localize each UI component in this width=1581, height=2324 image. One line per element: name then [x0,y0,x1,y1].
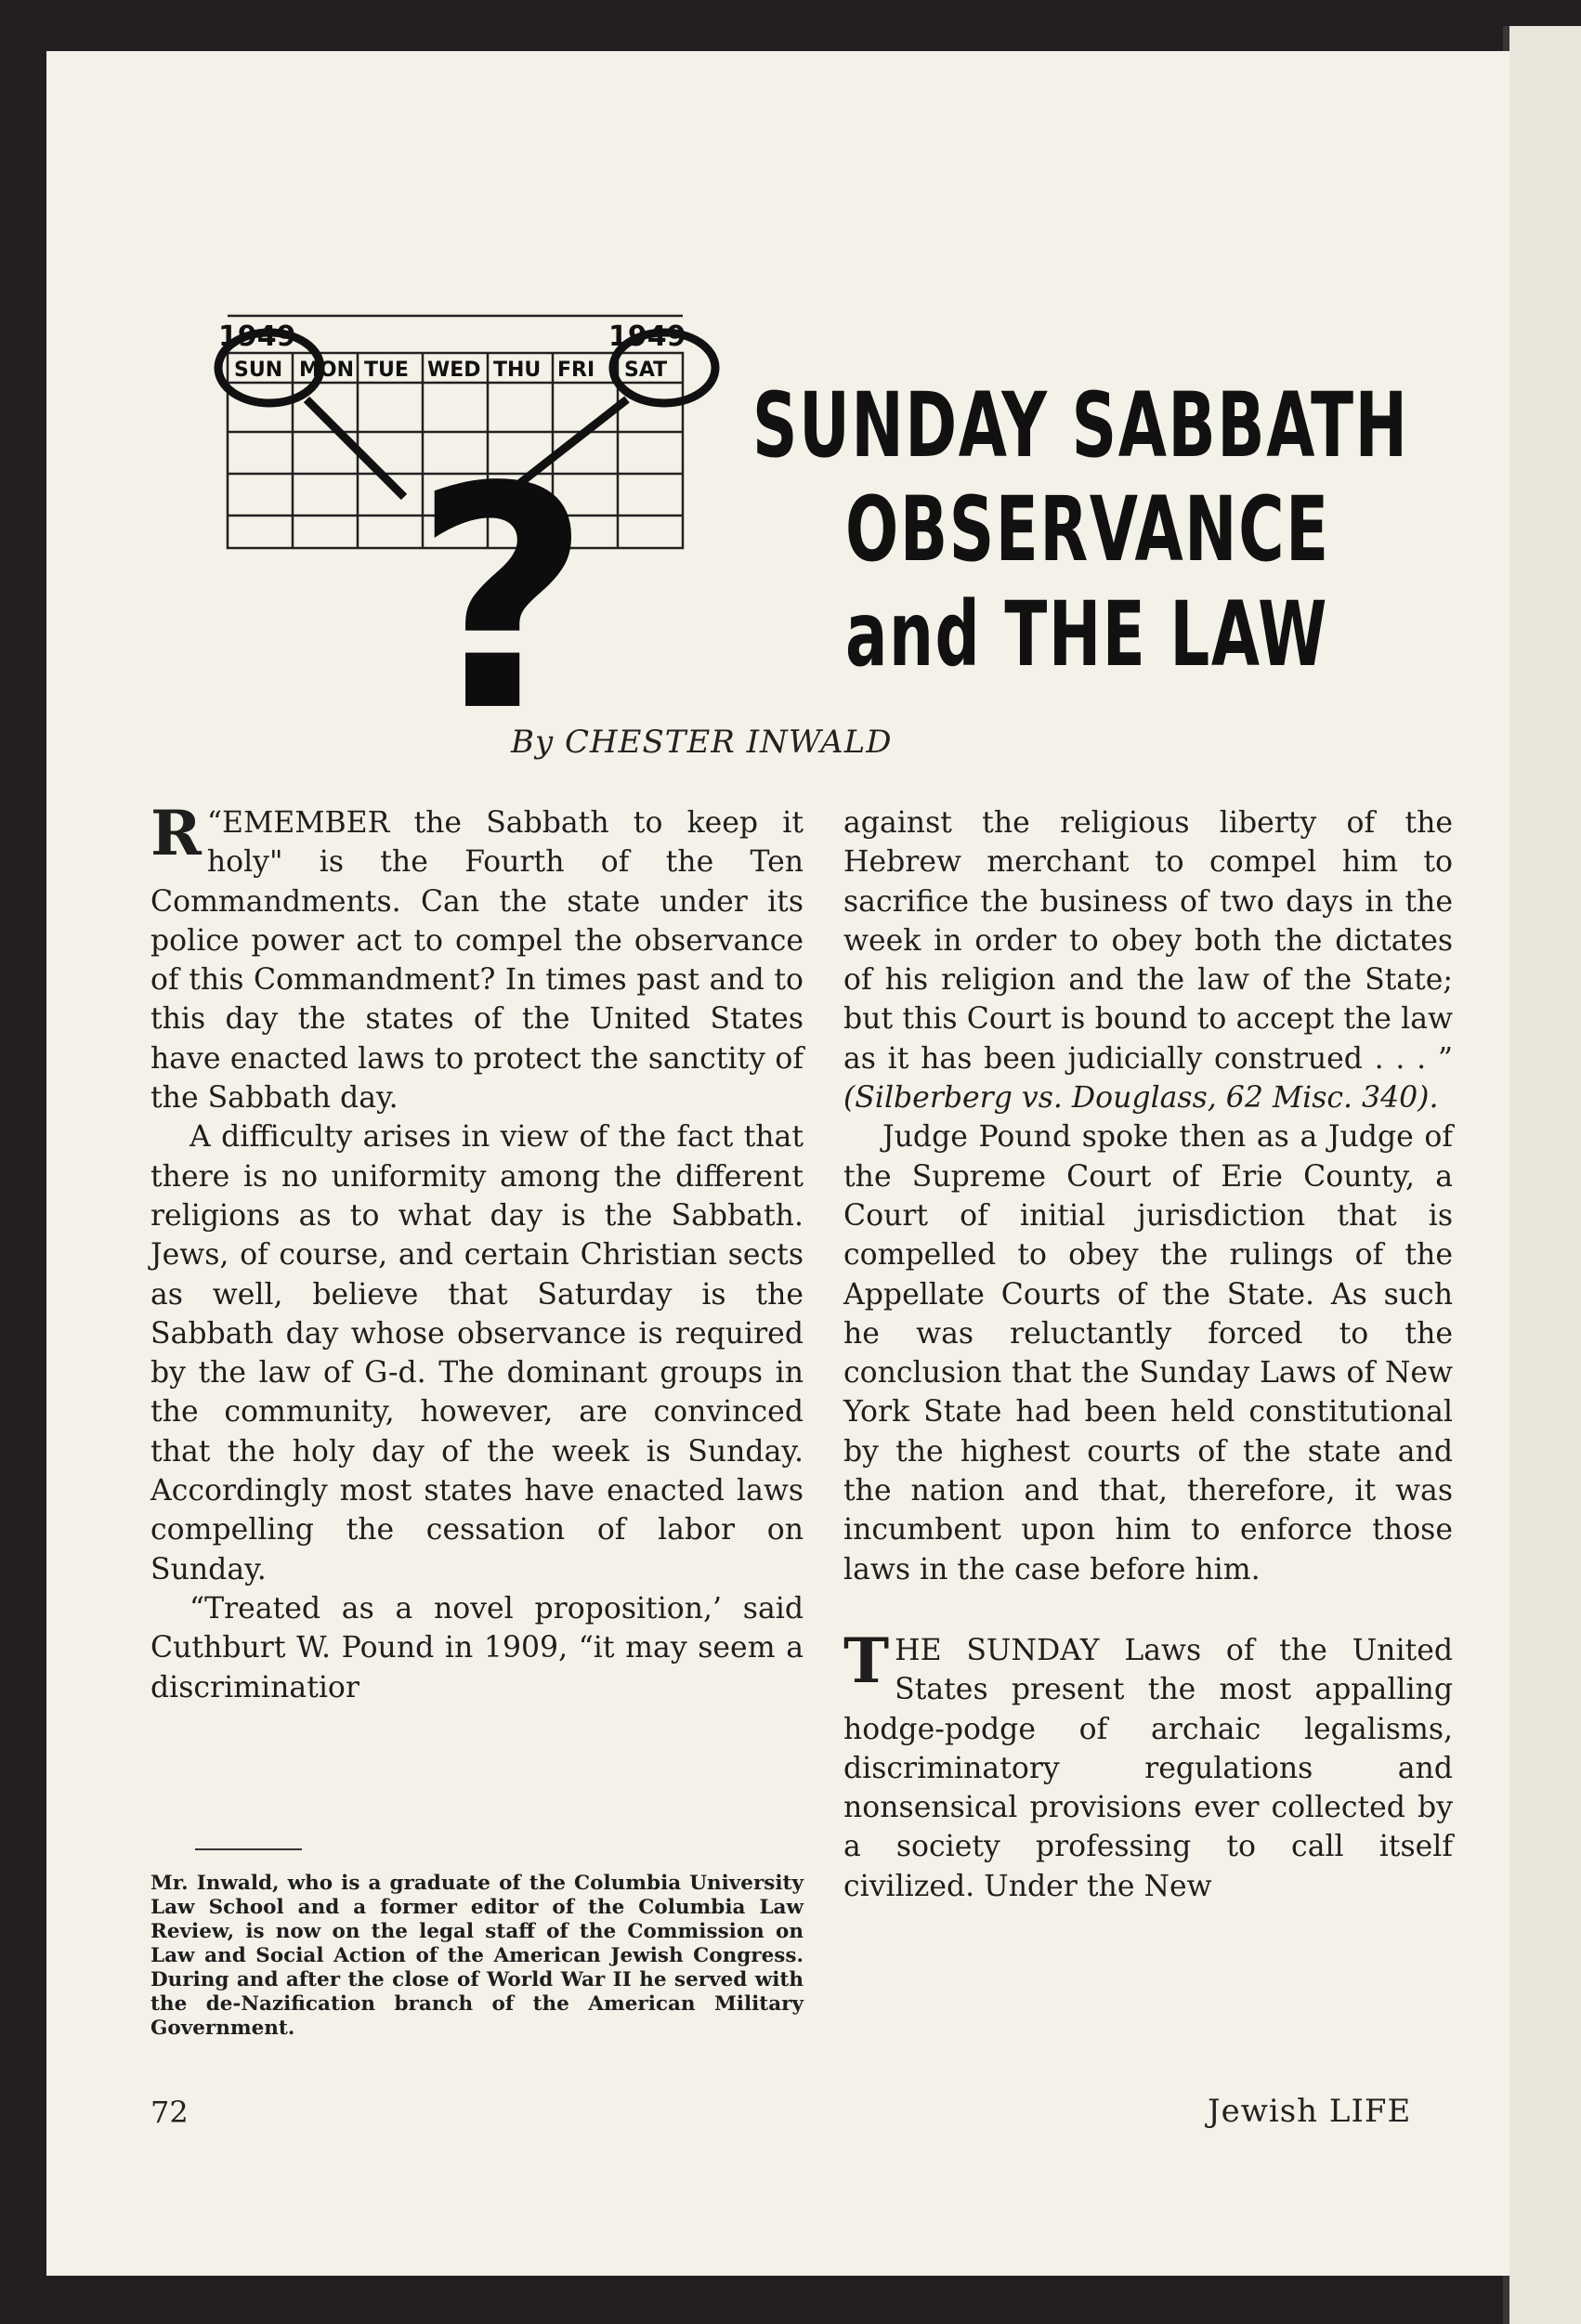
left-column [150,797,804,1707]
byline: By CHESTER INWALD [511,724,893,761]
right-paragraph-1-text: against the religious liberty of the Hebrew merchant to compel him to sacrifice the business of two days in the week in order to obey both the dictates of his religion and the law of the State; but this Court is bound to accept the law as it has been judicially construed . . . ” [843,806,1453,1076]
author-footnote: Mr. Inwald, who is a graduate of the Columbia University Law School and a former editor of the Columbia Law Review, is now on the legal staff of the Commission on Law and Social Action of the American Jewish Congress. During and after the close of World War II he served with the de-Nazification branch of the American Military Government. [150,1872,804,2040]
calendar-day-mon: MON [299,359,355,382]
page-number: 72 [150,2095,189,2130]
drop-cap-t: T [843,1624,890,1697]
right-paragraph-2: Judge Pound spoke then as a Judge of the Supreme Court of Erie County, a Court of initial jurisdiction that is compelled to obey the rulings of the Appellate Courts of the State. As such he was reluctantly forced to the conclusion that the Sunday Laws of New York State had been held constitutional by the highest courts of the state and the nation and that, therefore, it was incumbent upon him to enforce those laws in the case before him. [843,1120,1453,1586]
left-paragraph-1-text: EMEMBER the Sabbath to keep it holy" is the Fourth of the Ten Commandments. Can the state under its police power act to compel the observance of this Commandment? In times past and to this day the states of the United States have enacted laws to protect the sanctity of the Sabbath day. [150,806,804,1116]
right-paragraph-3-text: HE SUNDAY Laws of the United States present the most appalling hodge-podge of archaic legalisms, discriminatory regulations and nonsensical provisions ever collected by a society professing to call itself civilized. Under the New [843,1633,1453,1903]
calendar-day-sun: SUN [234,359,283,382]
footnote-rule [195,1848,302,1850]
magazine-name: Jewish LIFE [1208,2093,1412,2130]
headline-line-1: SUNDAY SABBATH [752,373,1409,477]
calendar-day-sat: SAT [624,359,668,382]
case-citation: (Silberberg vs. Douglass, 62 Misc. 340). [843,1081,1439,1116]
right-paragraph-1 [843,803,1453,1117]
calendar-year-right: 1949 [608,320,686,353]
drop-cap-r: R [150,797,202,869]
calendar-day-fri: FRI [557,359,595,382]
calendar-question-illustration [167,297,743,734]
open-quote: “ [206,806,222,840]
left-paragraph-2: A difficulty arises in view of the fact that there is no uniformity among the different religions as to what day is the Sabbath. Jews, of course, and certain Christian sects as well, believe that Saturday is the Sabbath day whose observance is required by the law of G-d. The dominant groups in the community, however, are convinced that the holy day of the week is Sunday. Accordingly most states have enacted laws compelling the cessation of labor on Sunday. [150,1120,804,1586]
left-paragraph-3: “Treated as a novel proposition,’ said Cuthburt W. Pound in 1909, “it may seem a discriminatior [150,1591,804,1704]
left-paragraph-1 [150,797,804,1117]
question-mark-icon: ? [413,422,592,734]
magazine-page [46,51,1509,2276]
next-page-edge [1509,26,1581,2324]
calendar-day-tue: TUE [364,359,409,382]
calendar-year-left: 1949 [218,320,296,353]
calendar-day-thu: THU [493,359,542,382]
right-paragraph-3 [843,1624,1453,1906]
calendar-day-wed: WED [427,359,481,382]
right-column [843,803,1453,1906]
section-break [843,1589,1453,1631]
headline-line-2: OBSERVANCE [845,477,1330,581]
headline-line-3: and THE LAW [845,582,1329,686]
